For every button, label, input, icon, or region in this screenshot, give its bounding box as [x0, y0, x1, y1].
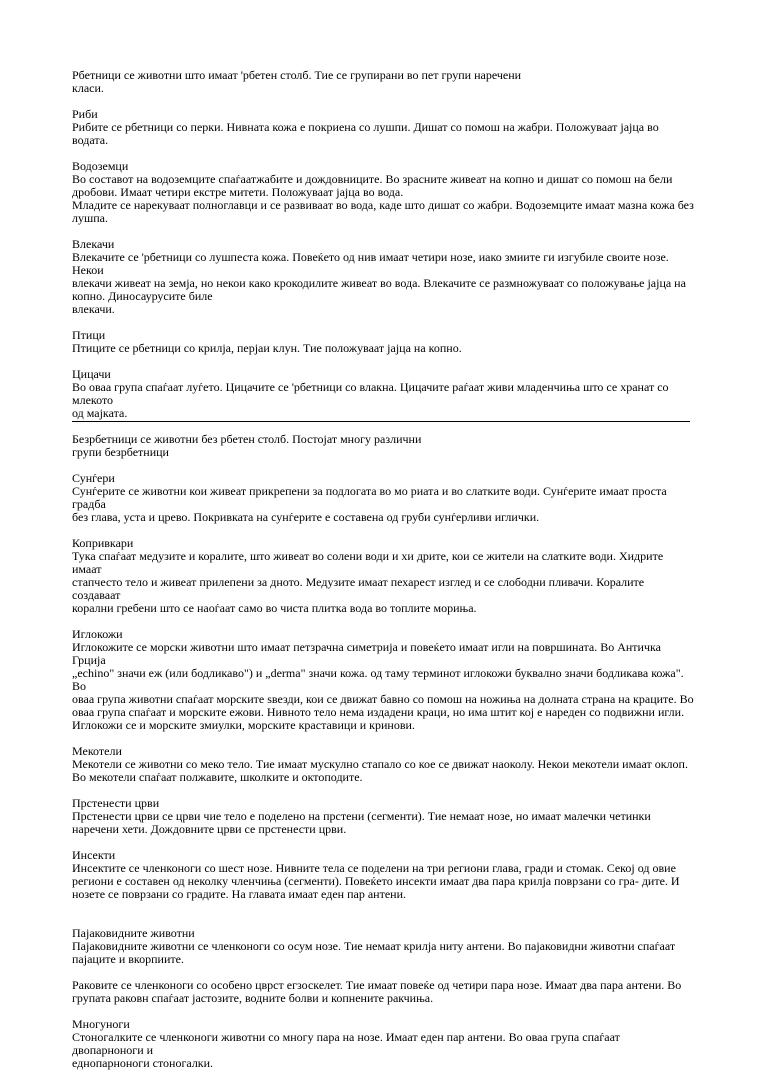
cnidarians-section — [72, 537, 694, 615]
reptiles-section — [72, 238, 694, 316]
echinoderms-line-3: оваа група животни спаѓаат морските ѕвезди, кои се движат бавно со помош на ножиња на долната страна на краците. Во — [72, 692, 694, 706]
birds-section — [72, 329, 694, 355]
amphibians-line-1: Во составот на водоземците спаѓаатжабите и дождовниците. Во зрасните живеат на копно и дишат со помош на бели — [72, 172, 673, 186]
annelids-line-2: наречени хети. Дождовните црви се прстенести црви. — [72, 822, 347, 836]
birds-text: Птиците се рбетници со крилја, перјаи клун. Тие положуваат јајца на копно. — [72, 341, 462, 355]
invertebrates-intro-section — [72, 433, 694, 459]
cnidarians-line-3: корални гребени што се наоѓаат само во чиста плитка вода во топлите мориња. — [72, 601, 477, 615]
mammals-heading: Цицачи — [72, 367, 111, 381]
reptiles-line-1: Влекачите се 'рбетници со лушпеста кожа. Повеќето од нив имаат четири нозе, иако змиите ги изгубиле своите нозе. Некои — [72, 250, 669, 277]
echinoderms-line-1: Иглокожите се морски животни што имаат петзрачна симетрија и повеќето имаат игли на површината. Во Античка Грција — [72, 640, 661, 667]
amphibians-line-4: лушпа. — [72, 211, 108, 225]
arachnids-heading: Пајаковидните животни — [72, 926, 195, 940]
mammals-section — [72, 368, 694, 420]
sponges-line-2: без глава, уста и црево. Покривката на сунѓерите е составена од груби сунѓерливи иглички. — [72, 510, 540, 524]
myriapods-line-2: еднопарноноги стоногалки. — [72, 1056, 214, 1070]
echinoderms-section — [72, 628, 694, 732]
cnidarians-line-2: стапчесто тело и живеат прилепени за дното. Медузите имаат пехарест изглед и се слободни пливачи. Коралите создаваат — [72, 575, 645, 602]
cnidarians-heading: Копривкари — [72, 536, 134, 550]
echinoderms-line-5: Иглокожи се и морските змиулки, морските краставици и кринови. — [72, 718, 415, 732]
reptiles-line-4: влекачи. — [72, 302, 115, 316]
document-page — [72, 69, 694, 1070]
sponges-heading: Сунѓери — [72, 471, 115, 485]
invertebrates-line-2: групи безрбетници — [72, 445, 169, 459]
amphibians-section — [72, 160, 694, 225]
sponges-line-1: Сунѓерите се животни кои живеат прикрепени за подлогата во мо риата и во слатките води. Сунѓерите имаат проста градба — [72, 484, 667, 511]
fish-text: Рибите се рбетници со перки. Нивната кожа е покриена со лушпи. Дишат со помош на жабри. Положуваат јајца во водата. — [72, 120, 659, 147]
mollusks-line-2: Во мекотели спаѓаат полжавите, школките и октоподите. — [72, 770, 363, 784]
myriapods-heading: Многуноги — [72, 1017, 130, 1031]
mammals-line-2: од мајката. — [72, 406, 128, 420]
crustaceans-line-2: групата раковн спаѓаат јастозите, водните болви и копнените ракчиња. — [72, 991, 434, 1005]
reptiles-line-2: влекачи живеат на земја, но некои како крокодилите живеат во вода. Влекачите се размножуваат со положување јајца на — [72, 276, 686, 290]
reptiles-line-3: копно. Диносаурусите биле — [72, 289, 213, 303]
annelids-line-1: Прстенести црви се црви чие тело е поделено на прстени (сегменти). Тие немаат нозе, но имаат малечки четинки — [72, 809, 651, 823]
invertebrates-line-1: Безрбетници се животни без рбетен столб. Постојат многу различни — [72, 432, 422, 446]
reptiles-heading: Влекачи — [72, 237, 115, 251]
myriapods-section — [72, 1018, 694, 1070]
mammals-line-1: Во оваа група спаѓаат луѓето. Цицачите се 'рбетници со влакна. Цицачите раѓаат живи младенчиња што се хранат со млекото — [72, 380, 669, 407]
section-divider — [72, 421, 690, 422]
insects-line-2: региони е составен од неколку членчиња (сегменти). Повеќето инсекти имаат два пара крилја поврзани со гра- дите. И — [72, 874, 680, 888]
mollusks-line-1: Мекотели се животни со меко тело. Тие имаат мускулно стапало со кое се движат наоколу. Некои мекотели имаат оклоп. — [72, 757, 688, 771]
amphibians-heading: Водоземци — [72, 159, 129, 173]
mollusks-section — [72, 745, 694, 784]
arachnids-section — [72, 927, 694, 966]
fish-section — [72, 108, 694, 147]
fish-heading: Риби — [72, 107, 98, 121]
amphibians-line-3: Младите се нарекуваат полноглавци и се развиваат во вода, каде што дишат со жабри. Водоземците имаат мазна кожа без — [72, 198, 694, 212]
insects-line-1: Инсектите се членконоги со шест нозе. Нивните тела се поделени на три региони глава, гради и стомак. Секој од овие — [72, 861, 676, 875]
crustaceans-section — [72, 979, 694, 1005]
cnidarians-line-1: Тука спаѓаат медузите и коралите, што живеат во солени води и хи дрите, кои се жители на слатките води. Хидрите имаат — [72, 549, 664, 576]
echinoderms-line-4: оваа група спаѓаат и морските ежови. Нивното тело нема издадени краци, но има штит кој е нареден со подвижни игли. — [72, 705, 685, 719]
intro-line-2: класи. — [72, 81, 104, 95]
annelids-section — [72, 797, 694, 836]
myriapods-line-1: Стоногалките се членконоги животни со многу пара на нозе. Имаат еден пар антени. Во оваа група спаѓаат двопарноноги и — [72, 1030, 620, 1057]
amphibians-line-2: дробови. Имаат четири екстре митети. Положуваат јајца во вода. — [72, 185, 404, 199]
insects-section — [72, 849, 694, 901]
arachnids-line-1: Пајаковидните животни се членконоги со осум нозе. Тие немаат крилја ниту антени. Во пајаковидни животни спаѓаат — [72, 939, 676, 953]
birds-heading: Птици — [72, 328, 106, 342]
echinoderms-heading: Иглокожи — [72, 627, 123, 641]
insects-line-3: нозете се поврзани со градите. На главата имаат еден пар антени. — [72, 887, 406, 901]
annelids-heading: Прстенести црви — [72, 796, 160, 810]
arachnids-line-2: пајаците и вкорпиите. — [72, 952, 184, 966]
crustaceans-line-1: Раковите се членконоги со особено цврст егзоскелет. Тие имаат повеќе од четири пара нозе. Имаат два пара антени. Во — [72, 978, 682, 992]
intro-section — [72, 69, 694, 95]
sponges-section — [72, 472, 694, 524]
intro-line-1: Рбетници се животни што имаат 'рбетен столб. Тие се групирани во пет групи наречени — [72, 68, 522, 82]
insects-heading: Инсекти — [72, 848, 116, 862]
echinoderms-line-2: „echino" значи еж (или бодликаво") и „derma" значи кожа. од таму терминот иглокожи буквално значи бодликава кожа". Во — [72, 666, 684, 693]
mollusks-heading: Мекотели — [72, 744, 122, 758]
